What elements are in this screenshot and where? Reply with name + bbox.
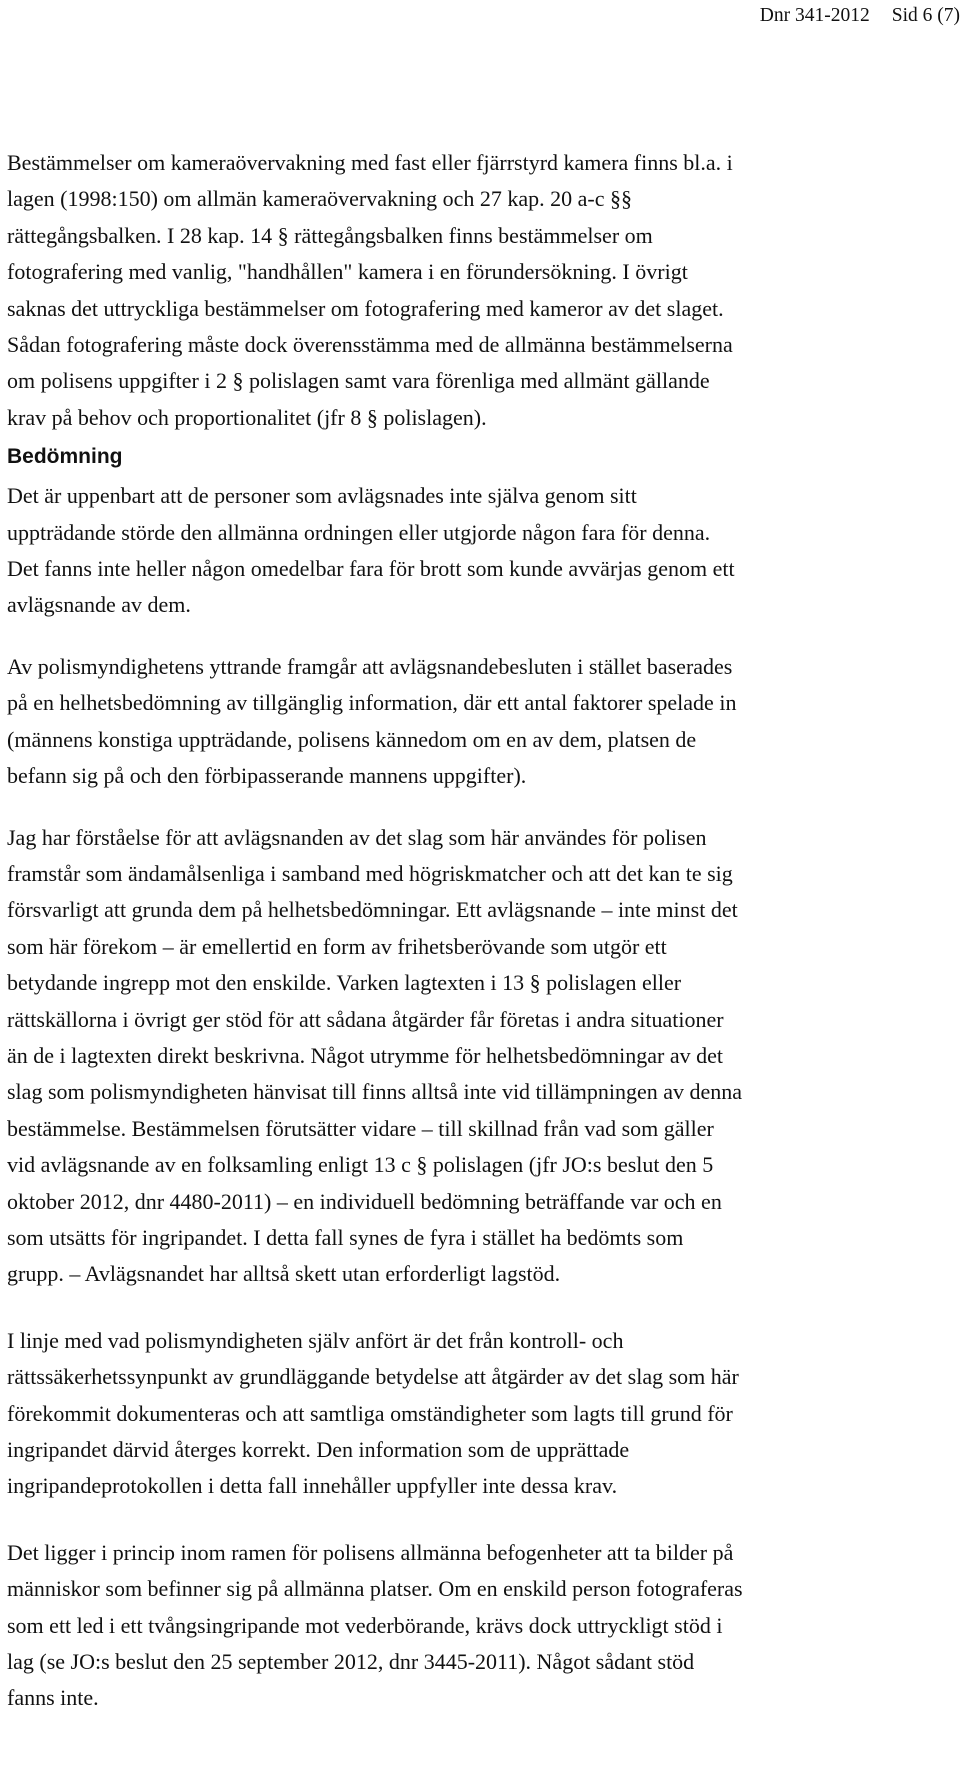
paragraph-police-statement: Av polismyndighetens yttrande framgår att avlägsnandebesluten i stället baserades på en helhetsbedömning av tillgänglig information, där ett antal faktorer spelade in (männens konstiga uppträdande, polisens kännedom om en av dem, platsen de befann sig på och den förbipasserande mannens uppgifter). bbox=[7, 653, 737, 789]
paragraph-documentation: I linje med vad polismyndigheten själv anfört är det från kontroll- och rättssäkerhetssynpunkt av grundläggande betydelse att åtgärder av det slag som här förekommit dokumenteras och att samtliga omständigheter som lagts till grund för ingripandet därvid återges korrekt. Den information som de upprättade ingripandeprotokollen i detta fall innehåller uppfyller inte dessa krav. bbox=[7, 1327, 739, 1499]
document-body bbox=[7, 145, 912, 1717]
page-number: Sid 6 (7) bbox=[891, 5, 960, 26]
paragraph-regulations: Bestämmelser om kameraövervakning med fast eller fjärrstyrd kamera finns bl.a. i lagen (1998:150) om allmän kameraövervakning och 27 kap. 20 a-c §§ rättegångsbalken. I 28 kap. 14 § rättegångsbalken finns bestämmelser om fotografering med vanlig, "handhållen" kamera i en förundersökning. I övrigt saknas det uttryckliga bestämmelser om fotografering med kameror av det slaget. Sådan fotografering måste dock överensstämma med de allmänna bestämmelserna om polisens uppgifter i 2 § polislagen samt vara förenliga med allmänt gällande krav på behov och proportionalitet (jfr 8 § polislagen). bbox=[7, 150, 733, 430]
section-heading-assessment: Bedömning bbox=[7, 445, 123, 469]
paragraph-obvious: Det är uppenbart att de personer som avlägsnades inte själva genom sitt uppträdande störde den allmänna ordningen eller utgjorde någon fara för denna. Det fanns inte heller någon omedelbar fara för brott som kunde avvärjas genom ett avlägsnande av dem. bbox=[7, 483, 735, 618]
paragraph-understanding: Jag har förståelse för att avlägsnanden av det slag som här användes för polisen framstår som ändamålsenliga i samband med högriskmatcher och att det kan te sig försvarligt att grunda dem på helhetsbedömningar. Ett avlägsnande – inte minst det som här förekom – är emellertid en form av frihetsberövande som utgör ett betydande ingrepp mot den enskilde. Varken lagtexten i 13 § polislagen eller rättskällorna i övrigt ger stöd för att sådana åtgärder får företas i andra situationer än de i lagtexten direkt beskrivna. Något utrymme för helhetsbedömningar av det slag som polismyndigheten hänvisat till finns alltså inte vid tillämpningen av denna bestämmelse. Bestämmelsen förutsätter vidare – till skillnad från vad som gäller vid avlägsnande av en folksamling enligt 13 c § polislagen (jfr JO:s beslut den 5 oktober 2012, dnr 4480-2011) – en individuell bedömning beträffande var och en som utsätts för ingripandet. I detta fall synes de fyra i stället ha bedömts som grupp. – Avlägsnandet har alltså skett utan erforderligt lagstöd. bbox=[7, 824, 743, 1287]
paragraph-photography: Det ligger i princip inom ramen för polisens allmänna befogenheter att ta bilder på människor som befinner sig på allmänna platser. Om en enskild person fotograferas som ett led i ett tvångsingripande mot vederbörande, krävs dock uttryckligt stöd i lag (se JO:s beslut den 25 september 2012, dnr 3445-2011). Något sådant stöd fanns inte. bbox=[7, 1539, 743, 1711]
document-number: Dnr 341-2012 bbox=[759, 5, 870, 26]
page-header bbox=[760, 4, 960, 28]
